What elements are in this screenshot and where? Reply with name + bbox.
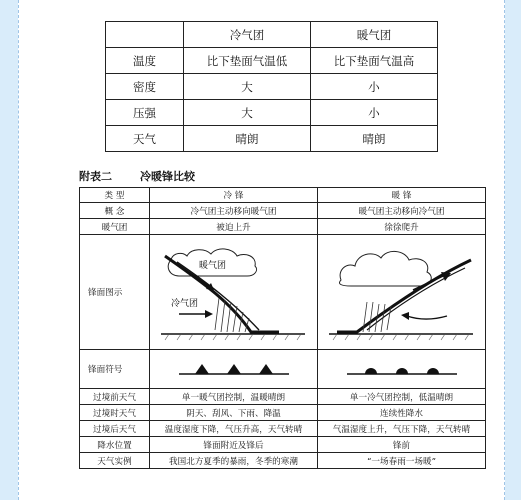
row-label: 降水位置 <box>80 437 150 453</box>
warm-front-diagram <box>327 240 477 344</box>
table-cell: 气温湿度上升，气压下降，天气转晴 <box>318 421 486 437</box>
warm-front-symbol-cell <box>318 350 486 389</box>
table-cell: 大 <box>184 74 311 100</box>
table-row <box>106 22 438 48</box>
table-cell: 单一暖气团控制，温暖晴朗 <box>150 389 318 405</box>
table-row <box>106 100 438 126</box>
semicircle-mark <box>427 368 439 374</box>
front-comparison-table <box>79 187 486 469</box>
table-row <box>106 126 438 152</box>
ground-hatch <box>333 334 469 340</box>
row-label: 过境时天气 <box>80 405 150 421</box>
triangle-mark <box>259 364 273 374</box>
cold-front-diagram <box>159 240 309 344</box>
appendix-heading <box>79 168 195 184</box>
table-header-cell: 冷 锋 <box>150 188 318 203</box>
table-header-cell: 冷气团 <box>184 22 311 48</box>
table-cell: 阴天、刮风、下雨、降温 <box>150 405 318 421</box>
warm-air-arrow <box>189 272 209 286</box>
table-header-cell <box>106 22 184 48</box>
table-cell: 我国北方夏季的暴雨，冬季的寒潮 <box>150 453 318 469</box>
table-cell: 锋面附近及锋后 <box>150 437 318 453</box>
cold-air-arrowhead <box>401 312 409 320</box>
ground-hatch <box>165 334 301 340</box>
cold-front-diagram-cell <box>150 235 318 350</box>
table-cell: 天气 <box>106 126 184 152</box>
table-cell: 温度湿度下降，气压升高，天气转晴 <box>150 421 318 437</box>
triangle-mark <box>195 364 209 374</box>
table-cell: 晴朗 <box>311 126 438 152</box>
table-header-cell: 类 型 <box>80 188 150 203</box>
table-cell: 小 <box>311 74 438 100</box>
table-row <box>80 437 486 453</box>
table-cell: 压强 <box>106 100 184 126</box>
warm-mass-label: 暖气团 <box>198 261 226 271</box>
table-cell: 冷气团主动移向暖气团 <box>150 203 318 219</box>
row-label: 天气实例 <box>80 453 150 469</box>
row-label: 锋面图示 <box>80 235 150 350</box>
semicircle-mark <box>396 368 408 374</box>
table-cell: “一场春雨一场暖” <box>318 453 486 469</box>
table-cell: 大 <box>184 100 311 126</box>
table-cell: 单一冷气团控制，低温晴朗 <box>318 389 486 405</box>
semicircle-mark <box>365 368 377 374</box>
table-row <box>80 235 486 350</box>
cloud-shape <box>339 251 431 286</box>
table-cell: 比下垫面气温高 <box>311 48 438 74</box>
rain-streaks <box>363 302 391 332</box>
table-row <box>80 188 486 203</box>
row-label: 暖气团 <box>80 219 150 235</box>
row-label: 过境前天气 <box>80 389 150 405</box>
triangle-mark <box>227 364 241 374</box>
table-cell: 温度 <box>106 48 184 74</box>
table-cell: 比下垫面气温低 <box>184 48 311 74</box>
table-cell: 晴朗 <box>184 126 311 152</box>
table-cell: 小 <box>311 100 438 126</box>
appendix-title: 冷暖锋比较 <box>140 170 195 183</box>
cold-air-arrow <box>407 316 447 319</box>
table-cell: 密度 <box>106 74 184 100</box>
row-label: 概 念 <box>80 203 150 219</box>
table-row <box>106 74 438 100</box>
table-header-cell: 暖 锋 <box>318 188 486 203</box>
row-label: 过境后天气 <box>80 421 150 437</box>
warm-front-diagram-cell <box>318 235 486 350</box>
table-cell: 徐徐爬升 <box>318 219 486 235</box>
table-cell: 锋前 <box>318 437 486 453</box>
warm-front-symbol <box>347 361 457 377</box>
table-row <box>80 219 486 235</box>
front-line-inner <box>367 268 465 330</box>
table-row <box>106 48 438 74</box>
table-row <box>80 203 486 219</box>
table-cell: 暖气团主动移向冷气团 <box>318 203 486 219</box>
cold-mass-label: 冷气团 <box>170 299 198 309</box>
table-cell: 被迫上升 <box>150 219 318 235</box>
document-sheet <box>18 0 505 500</box>
table-cell: 连续性降水 <box>318 405 486 421</box>
table-row <box>80 421 486 437</box>
appendix-label: 附表二 <box>79 170 112 183</box>
cold-air-arrowhead <box>205 310 213 318</box>
cold-front-symbol-cell <box>150 350 318 389</box>
table-row <box>80 405 486 421</box>
air-mass-table <box>105 21 438 152</box>
front-line <box>337 260 471 332</box>
cold-front-symbol <box>179 361 289 377</box>
table-row <box>80 389 486 405</box>
table-row <box>80 453 486 469</box>
table-row <box>80 350 486 389</box>
row-label: 锋面符号 <box>80 350 150 389</box>
table-header-cell: 暖气团 <box>311 22 438 48</box>
